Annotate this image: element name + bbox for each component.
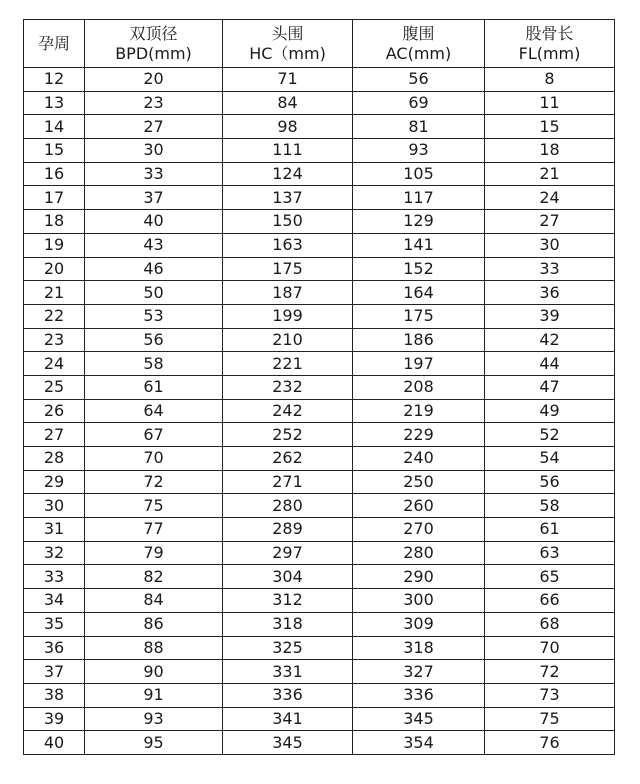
cell-bpd: 37 xyxy=(85,186,223,210)
cell-ac: 250 xyxy=(353,470,485,494)
table-row xyxy=(24,423,615,447)
cell-ac: 327 xyxy=(353,660,485,684)
cell-fl: 39 xyxy=(485,304,615,328)
cell-hc: 98 xyxy=(223,115,353,139)
fetal-growth-table xyxy=(23,19,615,755)
cell-hc: 187 xyxy=(223,281,353,305)
table-row xyxy=(24,470,615,494)
table-body xyxy=(24,68,615,755)
cell-bpd: 77 xyxy=(85,518,223,542)
cell-gestational-week: 28 xyxy=(24,447,85,471)
cell-hc: 210 xyxy=(223,328,353,352)
cell-fl: 66 xyxy=(485,589,615,613)
cell-ac: 175 xyxy=(353,304,485,328)
table-row xyxy=(24,210,615,234)
cell-bpd: 50 xyxy=(85,281,223,305)
cell-gestational-week: 38 xyxy=(24,683,85,707)
cell-gestational-week: 30 xyxy=(24,494,85,518)
table-row xyxy=(24,139,615,163)
cell-ac: 117 xyxy=(353,186,485,210)
cell-gestational-week: 25 xyxy=(24,375,85,399)
cell-gestational-week: 15 xyxy=(24,139,85,163)
table-row xyxy=(24,565,615,589)
header-gestational-week xyxy=(24,20,85,68)
cell-fl: 52 xyxy=(485,423,615,447)
table-row xyxy=(24,636,615,660)
cell-hc: 331 xyxy=(223,660,353,684)
cell-fl: 61 xyxy=(485,518,615,542)
table-row xyxy=(24,731,615,755)
header-label: 头围 xyxy=(271,23,304,43)
cell-bpd: 72 xyxy=(85,470,223,494)
cell-gestational-week: 27 xyxy=(24,423,85,447)
cell-fl: 44 xyxy=(485,352,615,376)
cell-gestational-week: 19 xyxy=(24,233,85,257)
table-row xyxy=(24,541,615,565)
cell-gestational-week: 40 xyxy=(24,731,85,755)
cell-fl: 24 xyxy=(485,186,615,210)
cell-bpd: 91 xyxy=(85,683,223,707)
cell-gestational-week: 21 xyxy=(24,281,85,305)
table-row xyxy=(24,589,615,613)
cell-bpd: 53 xyxy=(85,304,223,328)
cell-gestational-week: 36 xyxy=(24,636,85,660)
table-row xyxy=(24,68,615,92)
cell-bpd: 43 xyxy=(85,233,223,257)
cell-ac: 270 xyxy=(353,518,485,542)
cell-ac: 93 xyxy=(353,139,485,163)
cell-bpd: 67 xyxy=(85,423,223,447)
cell-ac: 141 xyxy=(353,233,485,257)
cell-fl: 21 xyxy=(485,162,615,186)
cell-hc: 124 xyxy=(223,162,353,186)
table-row xyxy=(24,352,615,376)
cell-ac: 105 xyxy=(353,162,485,186)
cell-ac: 56 xyxy=(353,68,485,92)
cell-ac: 186 xyxy=(353,328,485,352)
cell-fl: 8 xyxy=(485,68,615,92)
cell-hc: 271 xyxy=(223,470,353,494)
table-row xyxy=(24,683,615,707)
cell-fl: 33 xyxy=(485,257,615,281)
cell-bpd: 23 xyxy=(85,91,223,115)
cell-bpd: 40 xyxy=(85,210,223,234)
table-row xyxy=(24,115,615,139)
cell-hc: 318 xyxy=(223,612,353,636)
cell-hc: 252 xyxy=(223,423,353,447)
header-bpd xyxy=(85,20,223,68)
cell-fl: 73 xyxy=(485,683,615,707)
cell-bpd: 79 xyxy=(85,541,223,565)
cell-ac: 318 xyxy=(353,636,485,660)
cell-fl: 49 xyxy=(485,399,615,423)
table-row xyxy=(24,304,615,328)
table-row xyxy=(24,162,615,186)
header-unit: AC(mm) xyxy=(385,43,452,63)
cell-hc: 262 xyxy=(223,447,353,471)
table-row xyxy=(24,707,615,731)
cell-bpd: 82 xyxy=(85,565,223,589)
cell-bpd: 84 xyxy=(85,589,223,613)
cell-fl: 63 xyxy=(485,541,615,565)
header-unit: HC（mm) xyxy=(249,43,326,63)
cell-ac: 229 xyxy=(353,423,485,447)
table-row xyxy=(24,518,615,542)
cell-bpd: 61 xyxy=(85,375,223,399)
cell-gestational-week: 13 xyxy=(24,91,85,115)
header-label: 双顶径 xyxy=(129,23,178,43)
table-row xyxy=(24,494,615,518)
cell-hc: 163 xyxy=(223,233,353,257)
cell-ac: 309 xyxy=(353,612,485,636)
cell-gestational-week: 17 xyxy=(24,186,85,210)
cell-hc: 137 xyxy=(223,186,353,210)
cell-bpd: 30 xyxy=(85,139,223,163)
cell-fl: 54 xyxy=(485,447,615,471)
cell-gestational-week: 34 xyxy=(24,589,85,613)
cell-ac: 280 xyxy=(353,541,485,565)
cell-bpd: 86 xyxy=(85,612,223,636)
cell-ac: 240 xyxy=(353,447,485,471)
table-row xyxy=(24,91,615,115)
cell-bpd: 75 xyxy=(85,494,223,518)
table-row xyxy=(24,612,615,636)
table-row xyxy=(24,186,615,210)
cell-hc: 150 xyxy=(223,210,353,234)
cell-gestational-week: 31 xyxy=(24,518,85,542)
cell-fl: 72 xyxy=(485,660,615,684)
cell-hc: 84 xyxy=(223,91,353,115)
cell-fl: 11 xyxy=(485,91,615,115)
header-label: 股骨长 xyxy=(525,23,574,43)
cell-hc: 345 xyxy=(223,731,353,755)
fetal-growth-table-container xyxy=(23,19,615,755)
table-row xyxy=(24,660,615,684)
header-hc xyxy=(223,20,353,68)
cell-bpd: 58 xyxy=(85,352,223,376)
cell-gestational-week: 35 xyxy=(24,612,85,636)
cell-ac: 152 xyxy=(353,257,485,281)
table-row xyxy=(24,233,615,257)
cell-gestational-week: 12 xyxy=(24,68,85,92)
cell-ac: 260 xyxy=(353,494,485,518)
table-row xyxy=(24,328,615,352)
cell-ac: 208 xyxy=(353,375,485,399)
cell-hc: 71 xyxy=(223,68,353,92)
cell-fl: 15 xyxy=(485,115,615,139)
cell-hc: 199 xyxy=(223,304,353,328)
cell-hc: 336 xyxy=(223,683,353,707)
cell-gestational-week: 18 xyxy=(24,210,85,234)
cell-fl: 27 xyxy=(485,210,615,234)
cell-fl: 18 xyxy=(485,139,615,163)
table-row xyxy=(24,281,615,305)
cell-bpd: 90 xyxy=(85,660,223,684)
cell-gestational-week: 22 xyxy=(24,304,85,328)
cell-ac: 69 xyxy=(353,91,485,115)
cell-fl: 42 xyxy=(485,328,615,352)
cell-gestational-week: 29 xyxy=(24,470,85,494)
table-row xyxy=(24,399,615,423)
cell-bpd: 95 xyxy=(85,731,223,755)
cell-bpd: 46 xyxy=(85,257,223,281)
cell-ac: 336 xyxy=(353,683,485,707)
cell-hc: 242 xyxy=(223,399,353,423)
cell-fl: 36 xyxy=(485,281,615,305)
cell-ac: 354 xyxy=(353,731,485,755)
cell-gestational-week: 33 xyxy=(24,565,85,589)
cell-hc: 312 xyxy=(223,589,353,613)
cell-hc: 175 xyxy=(223,257,353,281)
cell-hc: 341 xyxy=(223,707,353,731)
cell-fl: 65 xyxy=(485,565,615,589)
header-label: 孕周 xyxy=(37,33,70,53)
cell-gestational-week: 23 xyxy=(24,328,85,352)
header-label: 腹围 xyxy=(402,23,435,43)
cell-fl: 68 xyxy=(485,612,615,636)
cell-hc: 297 xyxy=(223,541,353,565)
header-ac xyxy=(353,20,485,68)
cell-gestational-week: 14 xyxy=(24,115,85,139)
header-fl xyxy=(485,20,615,68)
cell-ac: 290 xyxy=(353,565,485,589)
cell-gestational-week: 20 xyxy=(24,257,85,281)
cell-fl: 75 xyxy=(485,707,615,731)
cell-bpd: 20 xyxy=(85,68,223,92)
header-row xyxy=(24,20,615,68)
cell-gestational-week: 37 xyxy=(24,660,85,684)
cell-bpd: 33 xyxy=(85,162,223,186)
table-row xyxy=(24,375,615,399)
cell-bpd: 93 xyxy=(85,707,223,731)
cell-hc: 111 xyxy=(223,139,353,163)
table-row xyxy=(24,447,615,471)
cell-ac: 219 xyxy=(353,399,485,423)
cell-hc: 232 xyxy=(223,375,353,399)
cell-fl: 76 xyxy=(485,731,615,755)
cell-hc: 221 xyxy=(223,352,353,376)
cell-hc: 304 xyxy=(223,565,353,589)
table-row xyxy=(24,257,615,281)
cell-ac: 164 xyxy=(353,281,485,305)
cell-fl: 70 xyxy=(485,636,615,660)
cell-hc: 325 xyxy=(223,636,353,660)
cell-fl: 56 xyxy=(485,470,615,494)
header-unit: BPD(mm) xyxy=(115,43,192,63)
cell-gestational-week: 26 xyxy=(24,399,85,423)
cell-ac: 345 xyxy=(353,707,485,731)
cell-bpd: 88 xyxy=(85,636,223,660)
cell-bpd: 27 xyxy=(85,115,223,139)
cell-hc: 289 xyxy=(223,518,353,542)
cell-gestational-week: 24 xyxy=(24,352,85,376)
cell-gestational-week: 16 xyxy=(24,162,85,186)
cell-ac: 81 xyxy=(353,115,485,139)
header-unit: FL(mm) xyxy=(518,43,581,63)
cell-fl: 30 xyxy=(485,233,615,257)
cell-bpd: 56 xyxy=(85,328,223,352)
cell-bpd: 64 xyxy=(85,399,223,423)
cell-ac: 300 xyxy=(353,589,485,613)
cell-ac: 129 xyxy=(353,210,485,234)
cell-ac: 197 xyxy=(353,352,485,376)
cell-gestational-week: 39 xyxy=(24,707,85,731)
cell-gestational-week: 32 xyxy=(24,541,85,565)
cell-hc: 280 xyxy=(223,494,353,518)
cell-fl: 47 xyxy=(485,375,615,399)
cell-bpd: 70 xyxy=(85,447,223,471)
cell-fl: 58 xyxy=(485,494,615,518)
